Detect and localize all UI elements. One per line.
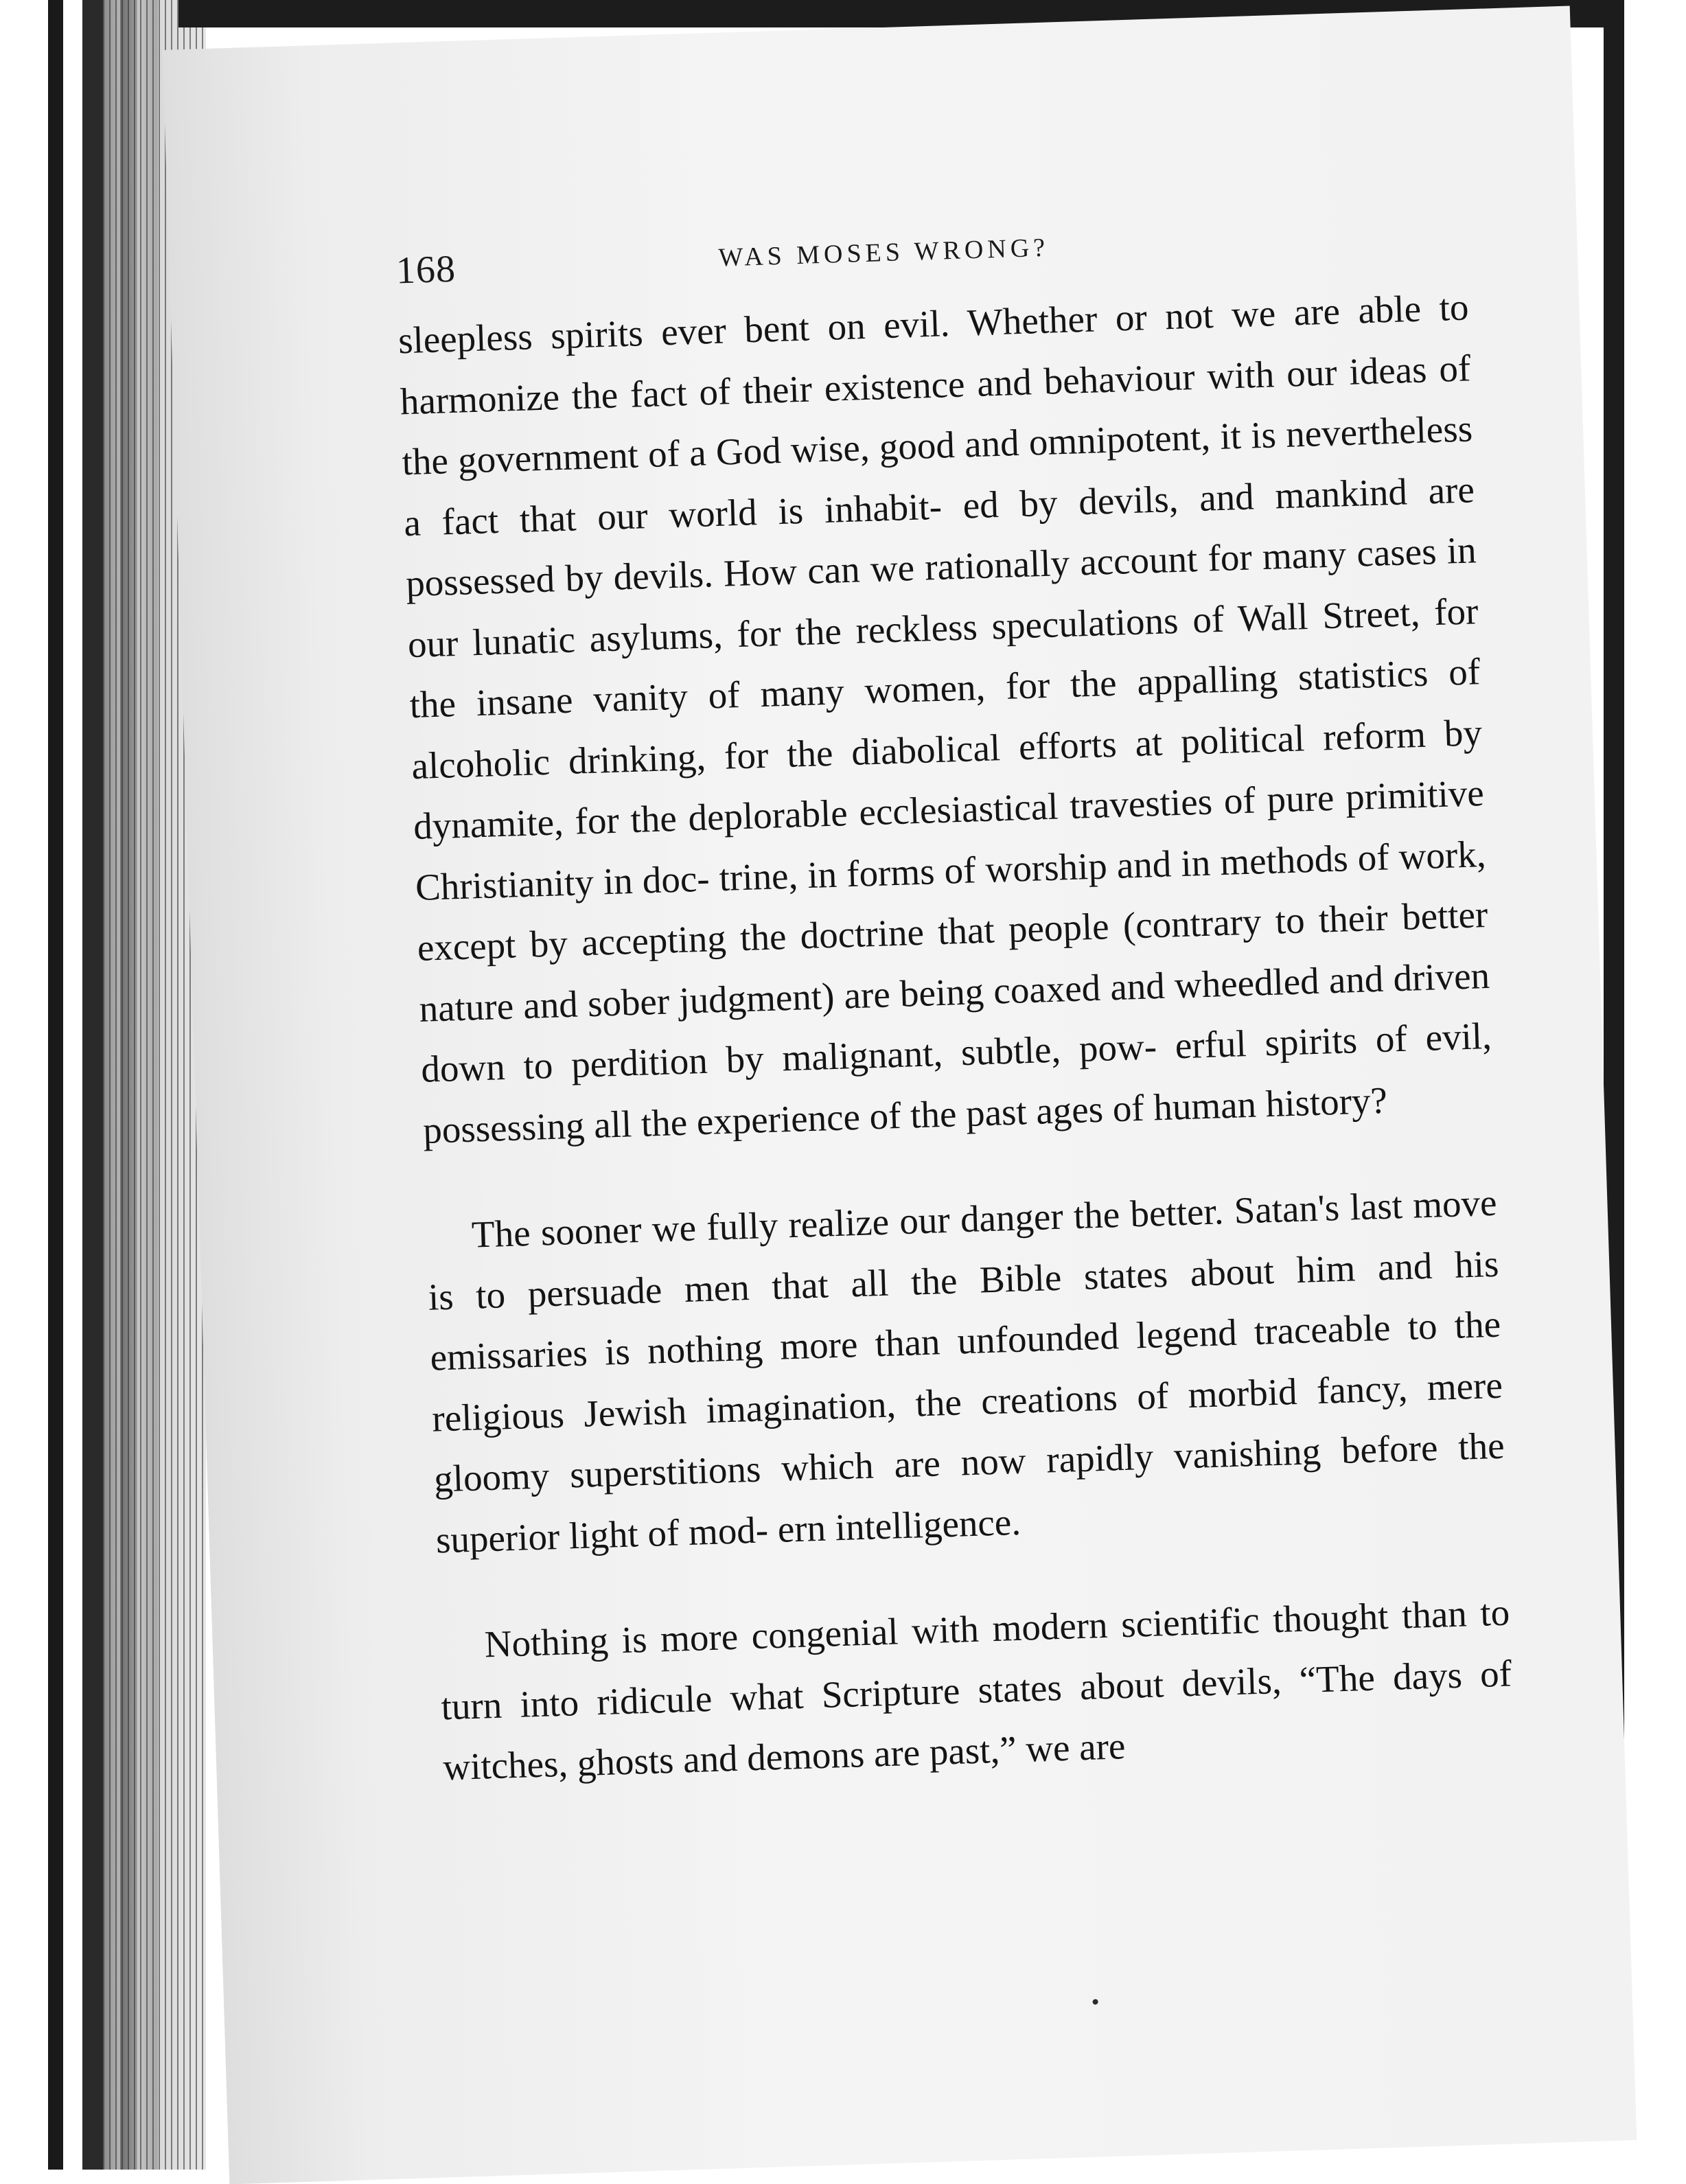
page-content bbox=[395, 215, 1514, 1797]
ink-speck bbox=[1093, 1999, 1098, 2005]
body-text bbox=[397, 277, 1514, 1797]
paragraph-2: The sooner we fully realize our danger the better. Satan's last move is to persuade men that all the Bible states about him and his emissaries is nothing more than unfounded legend traceable to the religious Jewish imagination, the creations of morbid fancy, mere gloomy superstitions which are now rapidly vanishing before the superior light of mod- ern intelligence. bbox=[427, 1181, 1505, 1561]
paragraph-1: sleepless spirits ever bent on evil. Whether or not we are able to harmonize the fact of their existence and behaviour with our ideas of the government of a God wise, good and omnipotent, it is nevertheless a fact that our world is inhabit- ed by devils, and mankind are possessed by devils. How can we rationally account for many cases in our lunatic asylums, for the reckless speculations of Wall Street, for the insane vanity of many women, for the appalling statistics of alcoholic drinking, for the diabolical efforts at political reform by dynamite, for the deplorable ecclesiastical travesties of pure primitive Christianity in doc- trine, in forms of worship and in methods of work, except by accepting the doctrine that people (contrary to their better nature and sober judgment) are being coaxed and wheedled and driven down to perdition by malignant, subtle, pow- erful spirits of evil, possessing all the experience of the past ages of human history? bbox=[397, 286, 1492, 1151]
book-page bbox=[163, 6, 1637, 2184]
running-title: WAS MOSES WRONG? bbox=[717, 233, 1050, 273]
paragraph-3: Nothing is more congenial with modern scientific thought than to turn into ridicule what Scripture states about devils, “The days of witches, ghosts and demons are past,” we are bbox=[440, 1591, 1512, 1789]
page-number: 168 bbox=[395, 247, 457, 292]
